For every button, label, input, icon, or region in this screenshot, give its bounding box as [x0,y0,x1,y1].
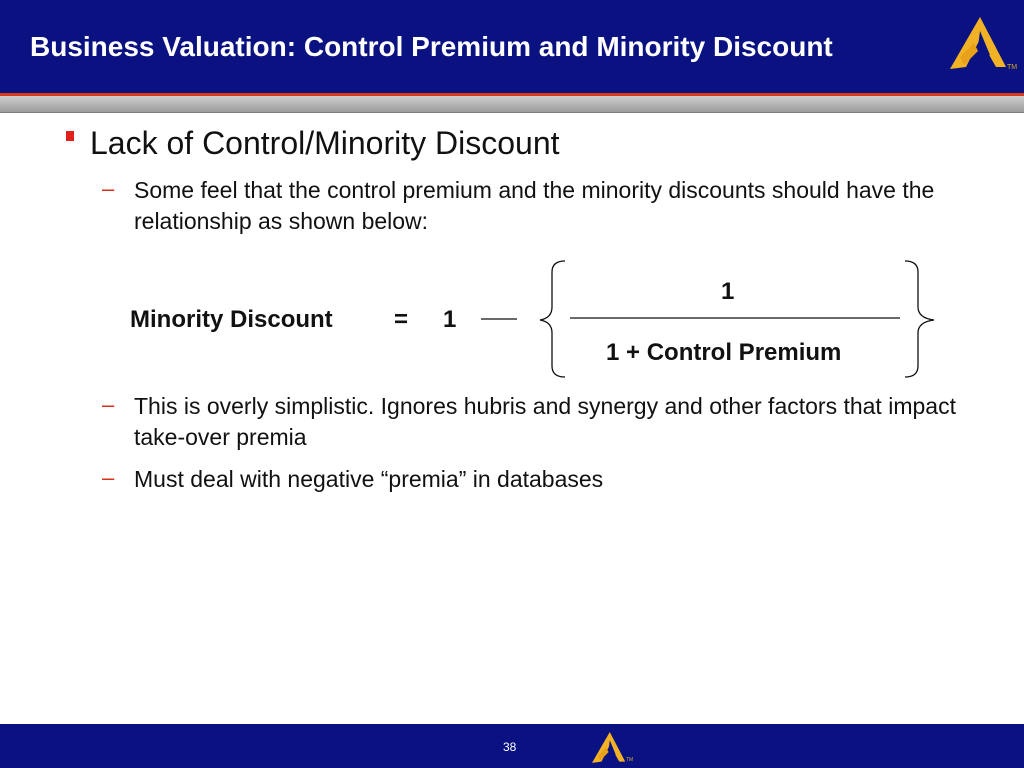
sub-bullet-1: Some feel that the control premium and the minority discounts should have the relationship as shown below: [134,177,935,234]
formula-denominator: 1 + Control Premium [606,339,842,366]
formula-numerator: 1 [721,278,735,305]
main-bullet: Lack of Control/Minority Discount [90,125,560,161]
footer-logo-icon [590,732,626,764]
slide-title: Business Valuation: Control Premium and Minority Discount [30,31,833,62]
footer-trademark: TM [626,757,634,763]
formula-equals: = [394,306,409,333]
right-brace [905,261,934,377]
formula-lhs: Minority Discount [130,306,333,333]
page-number: 38 [503,740,517,754]
sub-bullet-3: Must deal with negative “premia” in databases [134,466,604,492]
formula-one: 1 [443,306,457,333]
dash-bullet-icon: – [102,392,115,417]
trademark-mark: TM [1007,64,1018,71]
dash-bullet-icon: – [102,465,115,490]
left-brace [540,261,565,377]
dash-bullet-icon: – [102,176,115,201]
sub-bullet-2: This is overly simplistic. Ignores hubris and synergy and other factors that impact take-over premia [134,393,956,450]
